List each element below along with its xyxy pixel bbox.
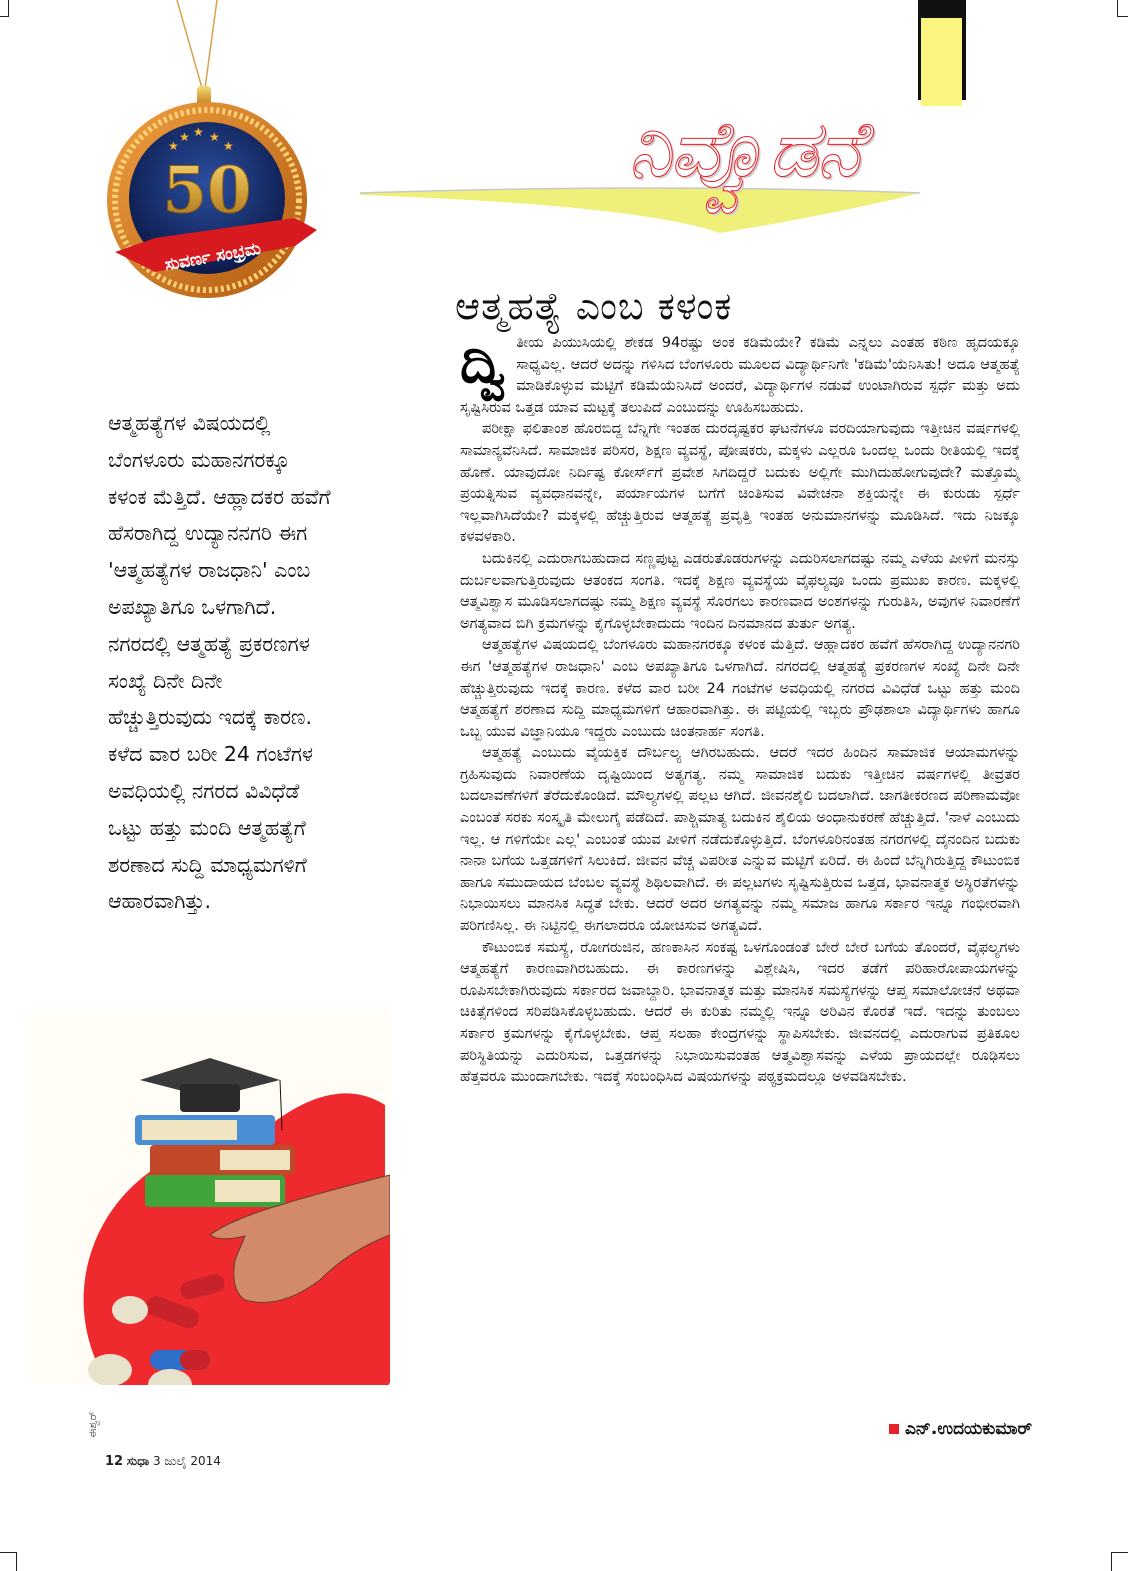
badge-ribbon-text: ಸುವರ್ಣ ಸಂಭ್ರಮ	[163, 238, 263, 276]
pull-quote-line: ಹೆಚ್ಚುತ್ತಿರುವುದು ಇದಕ್ಕೆ ಕಾರಣ.	[108, 705, 312, 730]
article-body	[460, 332, 1020, 1088]
byline-square-icon	[889, 1424, 899, 1434]
crop-mark-top-right	[1117, 0, 1128, 17]
pull-quote-line: ಆಹಾರವಾಗಿತ್ತು.	[108, 889, 212, 914]
illustration	[30, 1010, 390, 1385]
article-paragraph: ಆತ್ಮಹತ್ಯೆಗಳ ವಿಷಯದಲ್ಲಿ ಬೆಂಗಳೂರು ಮಹಾನಗರಕ್ಕೂ ಕಳಂಕ ಮೆತ್ತಿದೆ. ಆಹ್ಲಾದಕರ ಹವೆಗೆ ಹೆಸರಾಗಿದ್ದ ಉದ್ಯಾನನಗರಿ ಈಗ 'ಆತ್ಮಹತ್ಯೆಗಳ ರಾಜಧಾನಿ' ಎಂಬ ಅಪಖ್ಯಾತಿಗೂ ಒಳಗಾಗಿದೆ. ನಗರದಲ್ಲಿ ಆತ್ಮಹತ್ಯೆ ಪ್ರಕರಣಗಳ ಸಂಖ್ಯೆ ದಿನೇ ದಿನೇ ಹೆಚ್ಚುತ್ತಿರುವುದು ಇದಕ್ಕೆ ಕಾರಣ. ಕಳೆದ ವಾರ ಬರೀ 24 ಗಂಟೆಗಳ ಅವಧಿಯಲ್ಲಿ ನಗರದ ವಿವಿಧೆಡೆ ಒಟ್ಟು ಹತ್ತು ಮಂದಿ ಆತ್ಮಹತ್ಯೆಗೆ ಶರಣಾದ ಸುದ್ದಿ ಮಾಧ್ಯಮಗಳಿಗೆ ಆಹಾರವಾಗಿತ್ತು. ಈ ಪಟ್ಟಿಯಲ್ಲಿ ಇಬ್ಬರು ಪ್ರೌಢಶಾಲಾ ವಿದ್ಯಾರ್ಥಿಗಳು ಹಾಗೂ ಒಬ್ಬ ಯುವ ವಿಜ್ಞಾನಿಯೂ ಇದ್ದರು ಎಂಬುದು ಚಿಂತನಾರ್ಹ ಸಂಗತಿ.	[460, 636, 1020, 740]
pull-quote	[108, 405, 408, 920]
article-paragraph: ಬದುಕಿನಲ್ಲಿ ಎದುರಾಗಬಹುದಾದ ಸಣ್ಣಪುಟ್ಟ ಎಡರುತೊಡರುಗಳನ್ನು ಎದುರಿಸಲಾಗದಷ್ಟು ನಮ್ಮ ಎಳೆಯ ಪೀಳಿಗೆ ಮನಸ್ಸು ದುರ್ಬಲವಾಗುತ್ತಿರುವುದು ಆತಂಕದ ಸಂಗತಿ. ಇದಕ್ಕೆ ಶಿಕ್ಷಣ ವ್ಯವಸ್ಥೆಯ ವೈಫಲ್ಯವೂ ಒಂದು ಪ್ರಮುಖ ಕಾರಣ. ಮಕ್ಕಳಲ್ಲಿ ಆತ್ಮವಿಶ್ವಾಸ ಮೂಡಿಸಲಾಗದಷ್ಟು ನಮ್ಮ ಶಿಕ್ಷಣ ವ್ಯವಸ್ಥೆ ಸೊರಗಲು ಕಾರಣವಾದ ಅಂಶಗಳನ್ನು ಗುರುತಿಸಿ, ಅವುಗಳ ನಿವಾರಣೆಗೆ ಅಗತ್ಯವಾದ ಬಿಗಿ ಕ್ರಮಗಳನ್ನು ಕೈಗೊಳ್ಳಬೇಕಾದುದು ಇಂದಿನ ದಿನಮಾನದ ತುರ್ತು ಅಗತ್ಯ.	[460, 549, 1020, 632]
pull-quote-line: ಸಂಖ್ಯೆ ದಿನೇ ದಿನೇ	[108, 668, 223, 693]
books-pills-hand-illustration	[30, 1010, 390, 1385]
pull-quote-line: ನಗರದಲ್ಲಿ ಆತ್ಮಹತ್ಯೆ ಪ್ರಕರಣಗಳ	[108, 631, 310, 656]
issue-year: 2014	[190, 1454, 221, 1468]
pull-quote-line: ಆತ್ಮಹತ್ಯೆಗಳ ವಿಷಯದಲ್ಲಿ	[108, 411, 271, 435]
issue-date: 3 ಜುಲೈ	[152, 1454, 187, 1468]
pull-quote-line: ಹೆಸರಾಗಿದ್ದ ಉದ್ಯಾನನಗರಿ ಈಗ	[108, 521, 308, 546]
pull-quote-line: ಅಪಖ್ಯಾತಿಗೂ ಒಳಗಾಗಿದೆ.	[108, 594, 277, 619]
article-headline: ಆತ್ಮಹತ್ಯೆ ಎಂಬ ಕಳಂಕ	[455, 284, 733, 328]
page-footer	[105, 1454, 221, 1469]
crop-mark-bottom-right	[1111, 1552, 1128, 1571]
article-paragraph: ದ್ವಿ ತೀಯ ಪಿಯುಸಿಯಲ್ಲಿ ಶೇಕಡ 94ರಷ್ಟು ಅಂಕ ಕಡಿಮೆಯೇ? ಕಡಿಮೆ ಎನ್ನಲು ಎಂತಹ ಕಠಿಣ ಹೃದಯಕ್ಕೂ ಸಾಧ್ಯವಿಲ್ಲ. ಆದರೆ ಅದನ್ನು ಗಳಿಸಿದ ಬೆಂಗಳೂರು ಮೂಲದ ವಿದ್ಯಾರ್ಥಿನಿಗೇ 'ಕಡಿಮೆ'ಯೆನಿಸಿತು! ಅದೂ ಆತ್ಮಹತ್ಯೆ ಮಾಡಿಕೊಳ್ಳುವ ಮಟ್ಟಿಗೆ ಕಡಿಮೆಯೆನಿಸಿದೆ ಅಂದರೆ, ವಿದ್ಯಾರ್ಥಿಗಳ ನಡುವೆ ಉಂಟಾಗಿರುವ ಸ್ಪರ್ಧೆ ಮತ್ತು ಅದು ಸೃಷ್ಟಿಸಿರುವ ಒತ್ತಡ ಯಾವ ಮಟ್ಟಕ್ಕೆ ತಲುಪಿದೆ ಎಂಬುದನ್ನು ಊಹಿಸಬಹುದು.	[460, 331, 1020, 416]
crop-mark-bottom-left	[0, 1552, 17, 1571]
section-title: ನಿವ್ವೊಡನೆ	[628, 105, 861, 195]
pull-quote-line: ಕಳಂಕ ಮೆತ್ತಿದೆ. ಆಹ್ಲಾದಕರ ಹವೆಗೆ	[108, 484, 331, 509]
article-paragraph: ಆತ್ಮಹತ್ಯೆ ಎಂಬುದು ವೈಯಕ್ತಿಕ ದೌರ್ಬಲ್ಯ ಆಗಿರಬಹುದು. ಆದರೆ ಇದರ ಹಿಂದಿನ ಸಾಮಾಜಿಕ ಆಯಾಮಗಳನ್ನು ಗ್ರಹಿಸುವುದು ನಿವಾರಣೆಯ ದೃಷ್ಟಿಯಿಂದ ಅತ್ಯಗತ್ಯ. ನಮ್ಮ ಸಾಮಾಜಿಕ ಬದುಕು ಇತ್ತೀಚಿನ ವರ್ಷಗಳಲ್ಲಿ ತೀವ್ರತರ ಬದಲಾವಣೆಗಳಿಗೆ ತೆರೆದುಕೊಂಡಿದೆ. ಮೌಲ್ಯಗಳಲ್ಲಿ ಪಲ್ಲಟ ಆಗಿದೆ. ಜೀವನಶೈಲಿ ಬದಲಾಗಿದೆ. ಜಾಗತೀಕರಣದ ಪರಿಣಾಮವೋ ಎಂಬಂತೆ ಸರಕು ಸಂಸ್ಕೃತಿ ಮೇಲುಗೈ ಪಡೆದಿದೆ. ಪಾಶ್ಚಿಮಾತ್ಯ ಬದುಕಿನ ಶೈಲಿಯ ಅಂಧಾನುಕರಣೆ ಹೆಚ್ಚುತ್ತಿದೆ. 'ನಾಳೆ ಎಂಬುದು ಇಲ್ಲ. ಆ ಗಳಿಗೆಯೇ ಎಲ್ಲ' ಎಂಬಂತೆ ಯುವ ಪೀಳಿಗೆ ನಡೆದುಕೊಳ್ಳುತ್ತಿದೆ. ಬೆಂಗಳೂರಿನಂತಹ ನಗರಗಳಲ್ಲಿ ದೈನಂದಿನ ಬದುಕು ನಾನಾ ಬಗೆಯ ಒತ್ತಡಗಳಿಗೆ ಸಿಲುಕಿದೆ. ಜೀವನ ವೆಚ್ಚ ವಿಪರೀತ ಎನ್ನುವ ಮಟ್ಟಿಗೆ ಏರಿದೆ. ಈ ಹಿಂದೆ ಬೆನ್ನಿಗಿರುತ್ತಿದ್ದ ಕೌಟುಂಬಿಕ ಹಾಗೂ ಸಮುದಾಯದ ಬೆಂಬಲ ವ್ಯವಸ್ಥೆ ಶಿಥಿಲವಾಗಿದೆ. ಈ ಪಲ್ಲಟಗಳು ಸೃಷ್ಟಿಸುತ್ತಿರುವ ಒತ್ತಡ, ಭಾವನಾತ್ಮಕ ಅಸ್ಥಿರತೆಗಳನ್ನು ನಿಭಾಯಿಸಲು ಮಾನಸಿಕ ಸಿದ್ಧತೆ ಬೇಕು. ಆದರೆ ಅದರ ಅಗತ್ಯವನ್ನು ನಮ್ಮ ಸಮಾಜ ಹಾಗೂ ಸರ್ಕಾರ ಇನ್ನೂ ಗಂಭೀರವಾಗಿ ಪರಿಗಣಿಸಿಲ್ಲ. ಈ ನಿಟ್ಟಿನಲ್ಲಿ ಈಗಲಾದರೂ ಯೋಚಿಸುವ ಅಗತ್ಯವಿದೆ.	[460, 744, 1020, 935]
illustration-credit: ಈಶ್ವರ್	[86, 1411, 99, 1438]
svg-text:★: ★	[209, 130, 220, 144]
author-name: ಎನ್.ಉದಯಕುಮಾರ್	[905, 1419, 1032, 1439]
svg-text:★: ★	[223, 139, 234, 153]
svg-text:★: ★	[168, 139, 179, 153]
golden-jubilee-medal	[95, 0, 325, 300]
chain	[177, 0, 217, 88]
drop-cap: ದ್ವಿ	[460, 331, 507, 396]
badge-number: 50	[162, 153, 252, 228]
pull-quote-line: ಕಳೆದ ವಾರ ಬರೀ 24 ಗಂಟೆಗಳ	[108, 742, 314, 767]
section-tab	[918, 0, 966, 100]
svg-text:★: ★	[193, 125, 204, 139]
page-number: 12	[105, 1454, 124, 1469]
pull-quote-line: ಒಟ್ಟು ಹತ್ತು ಮಂದಿ ಆತ್ಮಹತ್ಯೆಗೆ	[108, 815, 306, 840]
svg-text:★: ★	[179, 130, 190, 144]
byline	[889, 1418, 1032, 1440]
article-paragraph: ಕೌಟುಂಬಿಕ ಸಮಸ್ಯೆ, ರೋಗರುಜಿನ, ಹಣಕಾಸಿನ ಸಂಕಷ್ಟ ಒಳಗೊಂಡಂತೆ ಬೇರೆ ಬೇರೆ ಬಗೆಯ ತೊಂದರೆ, ವೈಫಲ್ಯಗಳು ಆತ್ಮಹತ್ಯೆಗೆ ಕಾರಣವಾಗಿರಬಹುದು. ಈ ಕಾರಣಗಳನ್ನು ವಿಶ್ಲೇಷಿಸಿ, ಇದರ ತಡೆಗೆ ಪರಿಹಾರೋಪಾಯಗಳನ್ನು ರೂಪಿಸಬೇಕಾಗಿರುವುದು ಸರ್ಕಾರದ ಜವಾಬ್ದಾರಿ. ಭಾವನಾತ್ಮಕ ಮತ್ತು ಮಾನಸಿಕ ಸಮಸ್ಯೆಗಳನ್ನು ಆಪ್ತ ಸಮಾಲೋಚನೆ ಅಥವಾ ಚಿಕಿತ್ಸೆಗಳಿಂದ ಸರಿಪಡಿಸಿಕೊಳ್ಳಬಹುದು. ಆದರೆ ಈ ಕುರಿತು ನಮ್ಮಲ್ಲಿ ಇನ್ನೂ ಅರಿವಿನ ಕೊರತೆ ಇದೆ. ಇದನ್ನು ತುಂಬಲು ಸರ್ಕಾರ ಕ್ರಮಗಳನ್ನು ಕೈಗೊಳ್ಳಬೇಕು. ಆಪ್ತ ಸಲಹಾ ಕೇಂದ್ರಗಳನ್ನು ಸ್ಥಾಪಿಸಬೇಕು. ಜೀವನದಲ್ಲಿ ಎದುರಾಗುವ ಪ್ರತಿಕೂಲ ಪರಿಸ್ಥಿತಿಯನ್ನು ಎದುರಿಸುವ, ಒತ್ತಡಗಳನ್ನು ನಿಭಾಯಿಸುವಂತಹ ಆತ್ಮವಿಶ್ವಾಸವನ್ನು ಎಳೆಯ ಪ್ರಾಯದಲ್ಲೇ ರೂಢಿಸಲು ಹೆತ್ತವರೂ ಮುಂದಾಗಬೇಕು. ಇದಕ್ಕೆ ಸಂಬಂಧಿಸಿದ ವಿಷಯಗಳನ್ನು ಪಠ್ಯಕ್ರಮದಲ್ಲೂ ಅಳವಡಿಸಬೇಕು.	[460, 938, 1020, 1086]
article-paragraph: ಪರೀಕ್ಷಾ ಫಲಿತಾಂಶ ಹೊರಬಿದ್ದ ಬೆನ್ನಿಗೇ ಇಂತಹ ದುರದೃಷ್ಟಕರ ಘಟನೆಗಳೂ ವರದಿಯಾಗುವುದು ಇತ್ತೀಚಿನ ವರ್ಷಗಳಲ್ಲಿ ಸಾಮಾನ್ಯವೆನಿಸಿದೆ. ಸಾಮಾಜಿಕ ಪರಿಸರ, ಶಿಕ್ಷಣ ವ್ಯವಸ್ಥೆ, ಪೋಷಕರು, ಮಕ್ಕಳು ಎಲ್ಲರೂ ಒಂದಲ್ಲ ಒಂದು ರೀತಿಯಲ್ಲಿ ಇದಕ್ಕೆ ಹೊಣೆ. ಯಾವುದೋ ನಿರ್ದಿಷ್ಟ ಕೋರ್ಸ್‌ಗೆ ಪ್ರವೇಶ ಸಿಗದಿದ್ದರೆ ಬದುಕು ಅಲ್ಲಿಗೇ ಮುಗಿದುಹೋಗುವುದೇ? ಮತ್ತೊಮ್ಮೆ ಪ್ರಯತ್ನಿಸುವ ವ್ಯವಧಾನವನ್ನೇ, ಪರ್ಯಾಯಗಳ ಬಗೆಗೆ ಚಿಂತಿಸುವ ವಿವೇಚನಾ ಶಕ್ತಿಯನ್ನೇ ಈ ಕುರುಡು ಸ್ಪರ್ಧೆ ಇಲ್ಲವಾಗಿಸಿದೆಯೇ? ಮಕ್ಕಳಲ್ಲಿ ಹೆಚ್ಚುತ್ತಿರುವ ಆತ್ಮಹತ್ಯೆ ಪ್ರವೃತ್ತಿ ಇಂತಹ ಅನುಮಾನಗಳನ್ನು ಮೂಡಿಸಿದೆ. ಇದು ನಿಜಕ್ಕೂ ಕಳವಳಕಾರಿ.	[460, 420, 1020, 546]
pull-quote-line: 'ಆತ್ಮಹತ್ಯೆಗಳ ರಾಜಧಾನಿ' ಎಂಬ	[108, 558, 311, 583]
pull-quote-line: ಅವಧಿಯಲ್ಲಿ ನಗರದ ವಿವಿಧೆಡೆ	[108, 778, 300, 803]
crop-mark-top-left	[0, 0, 9, 17]
pull-quote-line: ಶರಣಾದ ಸುದ್ದಿ ಮಾಧ್ಯಮಗಳಿಗೆ	[108, 852, 307, 877]
pull-quote-line: ಬೆಂಗಳೂರು ಮಹಾನಗರಕ್ಕೂ	[108, 447, 290, 472]
books-icon	[135, 1115, 295, 1207]
magazine-name: ಸುಧಾ	[126, 1454, 150, 1468]
